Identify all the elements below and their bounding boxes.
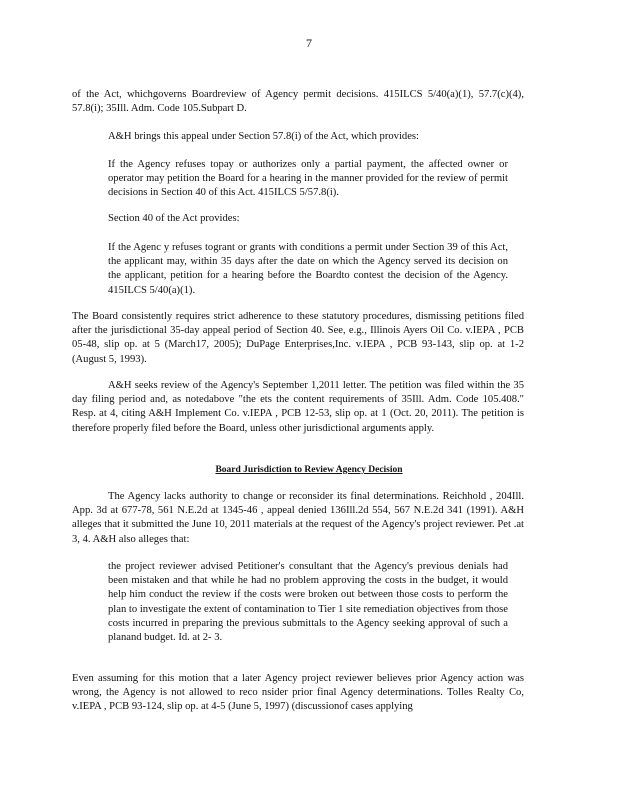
paragraph-text: A&H brings this appeal under Section 57.8(i) of the Act, which provides: xyxy=(108,131,419,142)
paragraph-even-assuming xyxy=(72,672,524,715)
paragraph-text: of the Act, whichgoverns Boardreview of Agency permit decisions. 415ILCS 5/40(a)(1), 57.7(c)(4), 57.8(i); 35Ill. Adm. Code 105.Subpart D. xyxy=(72,89,524,115)
quote-text: the project reviewer advised Petitioner's consultant that the Agency's previous denials had been mistaken and that while he had no problem approving the costs in the budget, it would help him conduct the review if the costs were broken out between those costs to perform the plan to investigate the extent of contamination to Tier 1 site remediation objectives from those costs incurred in preparing the previous submittals to the Agency seeking approval of such a planand budget. Id. at 2- 3. xyxy=(108,561,508,644)
block-quote-section-40 xyxy=(108,241,508,298)
quote-text: If the Agency refuses topay or authorizes only a partial payment, the affected owner or operator may petition the Board for a hearing in the manner provided for the review of permit decisions in Section 40 of this Act. 415ILCS 5/57.8(i). xyxy=(108,159,508,199)
page-number: 7 xyxy=(306,36,312,50)
paragraph-section-40-intro xyxy=(108,212,508,226)
block-quote-section-57 xyxy=(108,158,508,201)
paragraph-text: Even assuming for this motion that a later Agency project reviewer believes prior Agency action was wrong, the Agency is not allowed to reco nsider prior final Agency determinations. Tolles Realty Co, v.IEPA , PCB 93-124, slip op. at 4-5 (June 5, 1997) (discussionof cases applying xyxy=(72,673,524,713)
block-quote-project-reviewer xyxy=(108,560,508,645)
paragraph-strict-adherence xyxy=(72,310,524,367)
paragraph-text: The Board consistently requires strict adherence to these statutory procedures, dismissing petitions filed after the jurisdictional 35-day appeal period of Section 40. See, e.g., Illinois Ayers Oil Co. v.IEPA , PCB 05-48, slip op. at 5 (March17, 2005); DuPage Enterprises,Inc. v.IEPA , PCB 93-143, slip op. at 1-2 (August 5, 1993). xyxy=(72,311,524,365)
paragraph-review-request xyxy=(72,379,524,436)
section-heading xyxy=(0,465,618,475)
paragraph-appeal-intro xyxy=(72,130,524,144)
paragraph-agency-authority xyxy=(72,490,524,547)
quote-text: If the Agenc y refuses togrant or grants with conditions a permit under Section 39 of this Act, the applicant may, within 35 days after the date on which the Agency served its decision on the applicant, petition for a hearing before the Boardto contest the decision of the Agency. 415ILCS 5/40(a)(1). xyxy=(108,242,508,296)
paragraph-text: A&H seeks review of the Agency's September 1,2011 letter. The petition was filed within the 35 day filing period and, as notedabove "the ets the content requirements of 35Ill. Adm. Code 105.408." Resp. at 4, citing A&H Implement Co. v.IEPA , PCB 12-53, slip op. at 1 (Oct. 20, 2011). The petition is therefore properly filed before the Board, unless other jurisdictional arguments apply. xyxy=(72,380,524,434)
paragraph-text: The Agency lacks authority to change or reconsider its final determinations. Reichhold , 204Ill. App. 3d at 677-78, 561 N.E.2d at 1345-46 , appeal denied 136Ill.2d 554, 567 N.E.2d 341 (1991). A&H alleges that it submitted the June 10, 2011 materials at the request of the Agency's project reviewer. Pet .at 3, 4. A&H also alleges that: xyxy=(72,491,524,545)
paragraph-statute-citation xyxy=(72,88,524,116)
heading-text: Board Jurisdiction to Review Agency Decision xyxy=(215,465,403,475)
paragraph-text: Section 40 of the Act provides: xyxy=(108,213,240,224)
